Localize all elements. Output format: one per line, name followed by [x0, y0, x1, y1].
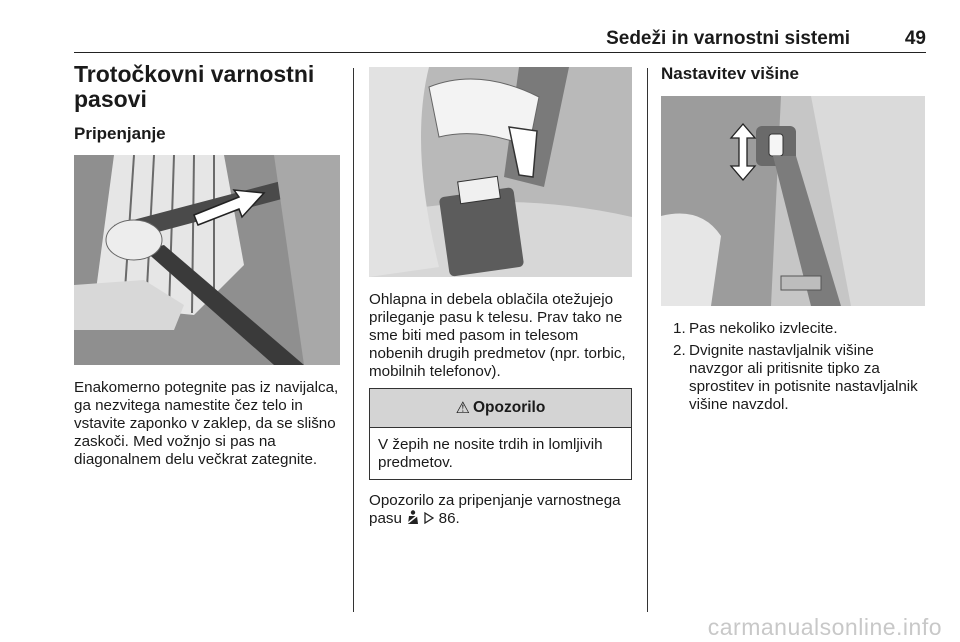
page-number: 49	[904, 28, 926, 49]
step-item	[661, 342, 929, 414]
seatbelt-reminder-icon	[406, 510, 424, 527]
page-reference-icon	[424, 510, 438, 527]
page-header	[74, 26, 926, 53]
subsection-title-height: Nastavitev višine	[661, 64, 799, 83]
buckling-instructions: Enakomerno potegnite pas iz navijalca, ga nezvitega namestite čez telo in vstavite zaponko v zaklep, da se slišno zaskoči. Med vožnjo si pas na diagonalnem delu večkrat zategnite.	[74, 379, 339, 468]
warning-box	[369, 388, 632, 480]
illustration-belt-buckle	[369, 67, 632, 277]
adjustment-steps	[661, 320, 929, 418]
warning-text: V žepih ne nosite trdih in lomljivih predmetov.	[378, 436, 603, 471]
step-text: Dvignite nastavljalnik višine navzgor ali pritisnite tipko za sprostitev in potisnite nastavljalnik višine navzdol.	[689, 342, 918, 413]
clothing-note: Ohlapna in debela oblačila otežujejo prileganje pasu k telesu. Prav tako ne sme biti med pasom in telesom nobenih drugih predmetov (npr. torbic, mobilnih telefonov).	[369, 291, 626, 380]
seatbelt-reminder-reference	[369, 492, 632, 528]
step-text: Pas nekoliko izvlecite.	[689, 320, 838, 337]
reference-page: 86.	[438, 510, 460, 527]
watermark: carmanualsonline.info	[707, 614, 942, 640]
illustration-height-adjuster	[661, 96, 925, 306]
warning-header	[370, 389, 631, 428]
subsection-title: Pripenjanje	[74, 124, 166, 143]
column-1	[74, 61, 342, 468]
chapter-title: Sedeži in varnostni sistemi	[606, 28, 850, 49]
warning-title: Opozorilo	[473, 399, 546, 416]
column-divider-2	[647, 68, 648, 612]
step-number: 2.	[673, 342, 686, 359]
step-number: 1.	[673, 320, 686, 337]
reference-text: Opozorilo za pripenjanje varnostnega pasu	[369, 492, 621, 527]
step-item	[661, 320, 929, 338]
section-title: Trotočkovni varnostni pasovi	[74, 61, 315, 112]
column-divider-1	[353, 68, 354, 612]
illustration-buckling-belt	[74, 155, 340, 365]
warning-triangle-icon: ⚠	[455, 400, 470, 417]
